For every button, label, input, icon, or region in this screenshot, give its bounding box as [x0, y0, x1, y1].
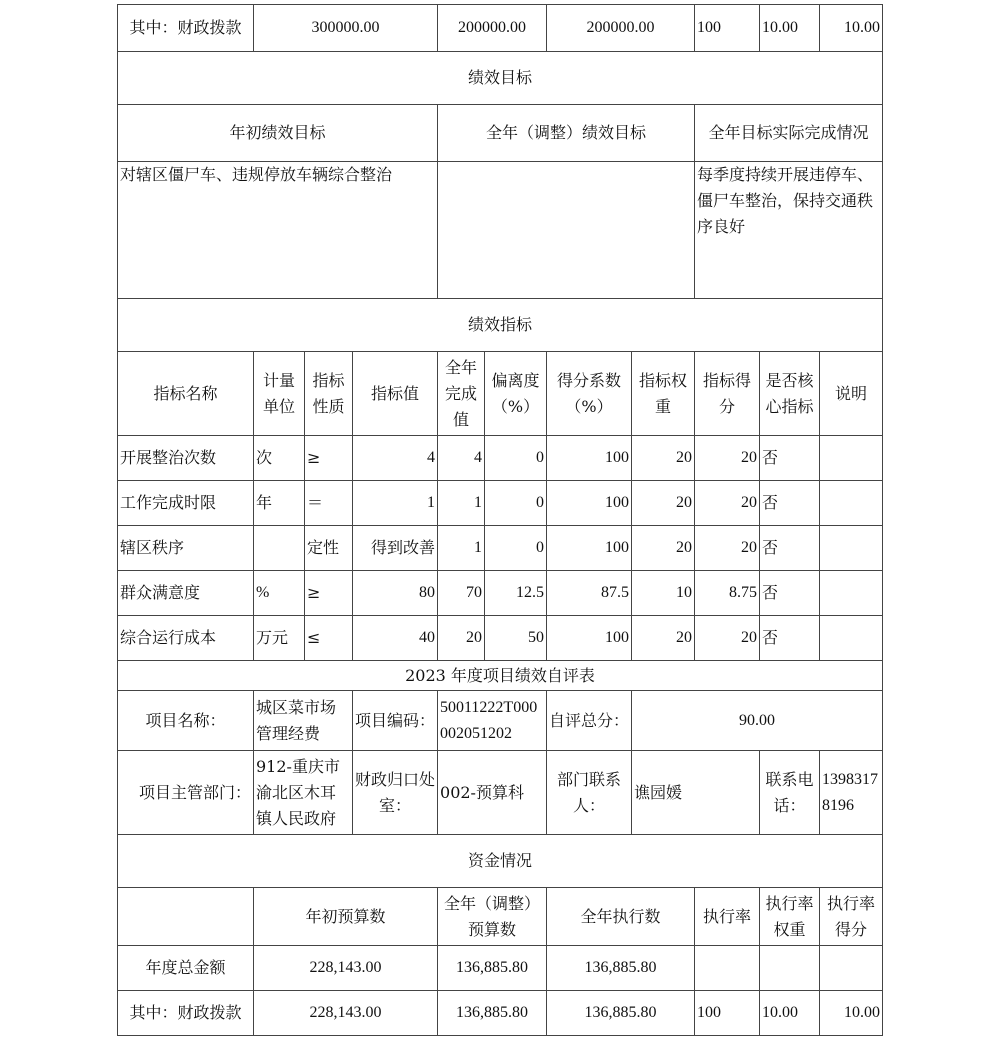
ind-coef: 100	[547, 481, 632, 526]
goals-section-title: 绩效目标	[118, 52, 883, 105]
ind-completed: 70	[438, 571, 485, 616]
ind-header-value: 指标值	[353, 352, 438, 436]
ind-nature: ≥	[305, 436, 353, 481]
ind-header-coef: 得分系数（%）	[547, 352, 632, 436]
ind-unit: %	[254, 571, 305, 616]
phone-label: 联系电话：	[760, 751, 820, 835]
goals-col-initial: 年初绩效目标	[118, 105, 438, 162]
prev-fiscal-weight: 10.00	[760, 5, 820, 52]
goals-header-row	[118, 105, 883, 162]
ind-header-unit: 计量单位	[254, 352, 305, 436]
ind-header-nature: 指标性质	[305, 352, 353, 436]
ind-deviation: 0	[485, 526, 547, 571]
project-name-label: 项目名称：	[118, 691, 254, 751]
indicator-row	[118, 571, 883, 616]
self-score-label: 自评总分：	[547, 691, 632, 751]
contact: 谯园媛	[632, 751, 760, 835]
prev-fiscal-score: 10.00	[820, 5, 883, 52]
funds-fiscal-executed: 136,885.80	[547, 991, 695, 1036]
funds-section-title: 资金情况	[118, 835, 883, 888]
ind-coef: 100	[547, 526, 632, 571]
funds-total-initial: 228,143.00	[254, 946, 438, 991]
funds-header-score: 执行率得分	[820, 888, 883, 946]
funds-header-executed: 全年执行数	[547, 888, 695, 946]
project-info-row	[118, 691, 883, 751]
ind-weight: 20	[632, 616, 695, 661]
funds-header-adjusted: 全年（调整）预算数	[438, 888, 547, 946]
funds-total-executed: 136,885.80	[547, 946, 695, 991]
project-code-label: 项目编码：	[353, 691, 438, 751]
ind-nature: ≤	[305, 616, 353, 661]
ind-nature: ＝	[305, 481, 353, 526]
ind-name: 工作完成时限	[118, 481, 254, 526]
ind-coef: 87.5	[547, 571, 632, 616]
contact-label: 部门联系人：	[547, 751, 632, 835]
ind-core: 否	[760, 571, 820, 616]
ind-core: 否	[760, 526, 820, 571]
goals-actual-text: 每季度持续开展违停车、僵尸车整治，保持交通秩序良好	[695, 162, 883, 299]
ind-header-note: 说明	[820, 352, 883, 436]
ind-unit: 次	[254, 436, 305, 481]
ind-score: 20	[695, 481, 760, 526]
phone: 13983178196	[820, 751, 883, 835]
finance-office: 002-预算科	[438, 751, 547, 835]
ind-name: 群众满意度	[118, 571, 254, 616]
ind-unit	[254, 526, 305, 571]
funds-fiscal-row	[118, 991, 883, 1036]
funds-fiscal-label: 其中：财政拨款	[118, 991, 254, 1036]
goals-col-actual: 全年目标实际完成情况	[695, 105, 883, 162]
ind-coef: 100	[547, 436, 632, 481]
dept-label: 项目主管部门：	[118, 751, 254, 835]
funds-header-initial: 年初预算数	[254, 888, 438, 946]
ind-completed: 4	[438, 436, 485, 481]
indicators-header-row	[118, 352, 883, 436]
funds-total-row	[118, 946, 883, 991]
ind-core: 否	[760, 436, 820, 481]
ind-note	[820, 526, 883, 571]
self-score: 90.00	[632, 691, 883, 751]
ind-coef: 100	[547, 616, 632, 661]
prev-fiscal-executed: 200000.00	[547, 5, 695, 52]
finance-office-label: 财政归口处室：	[353, 751, 438, 835]
ind-value: 1	[353, 481, 438, 526]
ind-name: 辖区秩序	[118, 526, 254, 571]
ind-completed: 1	[438, 481, 485, 526]
funds-fiscal-adjusted: 136,885.80	[438, 991, 547, 1036]
ind-value: 80	[353, 571, 438, 616]
ind-header-score: 指标得分	[695, 352, 760, 436]
ind-header-name: 指标名称	[118, 352, 254, 436]
project-code: 50011222T000002051202	[438, 691, 547, 751]
funds-header-rate: 执行率	[695, 888, 760, 946]
ind-completed: 1	[438, 526, 485, 571]
ind-value: 4	[353, 436, 438, 481]
goals-content-row	[118, 162, 883, 299]
ind-weight: 10	[632, 571, 695, 616]
prev-fiscal-rate: 100	[695, 5, 760, 52]
ind-deviation: 12.5	[485, 571, 547, 616]
funds-total-rate	[695, 946, 760, 991]
ind-note	[820, 616, 883, 661]
indicator-row	[118, 616, 883, 661]
prev-fiscal-row	[118, 5, 883, 52]
ind-core: 否	[760, 481, 820, 526]
dept: 912-重庆市渝北区木耳镇人民政府	[254, 751, 353, 835]
funds-total-weight	[760, 946, 820, 991]
funds-header-row	[118, 888, 883, 946]
ind-note	[820, 481, 883, 526]
ind-nature: ≥	[305, 571, 353, 616]
project-name: 城区菜市场管理经费	[254, 691, 353, 751]
funds-fiscal-initial: 228,143.00	[254, 991, 438, 1036]
funds-total-label: 年度总金额	[118, 946, 254, 991]
ind-header-deviation: 偏离度（%）	[485, 352, 547, 436]
ind-weight: 20	[632, 436, 695, 481]
ind-name: 开展整治次数	[118, 436, 254, 481]
ind-unit: 年	[254, 481, 305, 526]
ind-score: 8.75	[695, 571, 760, 616]
funds-fiscal-rate: 100	[695, 991, 760, 1036]
ind-deviation: 50	[485, 616, 547, 661]
ind-header-core: 是否核心指标	[760, 352, 820, 436]
funds-total-adjusted: 136,885.80	[438, 946, 547, 991]
funds-fiscal-weight: 10.00	[760, 991, 820, 1036]
ind-score: 20	[695, 616, 760, 661]
ind-note	[820, 436, 883, 481]
department-row	[118, 751, 883, 835]
prev-fiscal-label: 其中：财政拨款	[118, 5, 254, 52]
ind-deviation: 0	[485, 481, 547, 526]
performance-evaluation-table	[117, 4, 883, 1036]
goals-initial-text: 对辖区僵尸车、违规停放车辆综合整治	[118, 162, 438, 299]
ind-header-completed: 全年完成值	[438, 352, 485, 436]
indicator-row	[118, 526, 883, 571]
funds-fiscal-score: 10.00	[820, 991, 883, 1036]
ind-value: 40	[353, 616, 438, 661]
ind-completed: 20	[438, 616, 485, 661]
funds-total-score	[820, 946, 883, 991]
funds-header-empty	[118, 888, 254, 946]
ind-score: 20	[695, 526, 760, 571]
ind-header-weight: 指标权重	[632, 352, 695, 436]
ind-weight: 20	[632, 481, 695, 526]
ind-nature: 定性	[305, 526, 353, 571]
goals-adjusted-text	[438, 162, 695, 299]
prev-fiscal-initial: 300000.00	[254, 5, 438, 52]
indicator-row	[118, 481, 883, 526]
funds-header-weight: 执行率权重	[760, 888, 820, 946]
ind-unit: 万元	[254, 616, 305, 661]
ind-score: 20	[695, 436, 760, 481]
ind-name: 综合运行成本	[118, 616, 254, 661]
ind-weight: 20	[632, 526, 695, 571]
indicators-section-title: 绩效指标	[118, 299, 883, 352]
indicator-row	[118, 436, 883, 481]
ind-deviation: 0	[485, 436, 547, 481]
prev-fiscal-adjusted: 200000.00	[438, 5, 547, 52]
goals-col-adjusted: 全年（调整）绩效目标	[438, 105, 695, 162]
ind-value: 得到改善	[353, 526, 438, 571]
report-title: 2023 年度项目绩效自评表	[118, 661, 883, 691]
ind-core: 否	[760, 616, 820, 661]
ind-note	[820, 571, 883, 616]
